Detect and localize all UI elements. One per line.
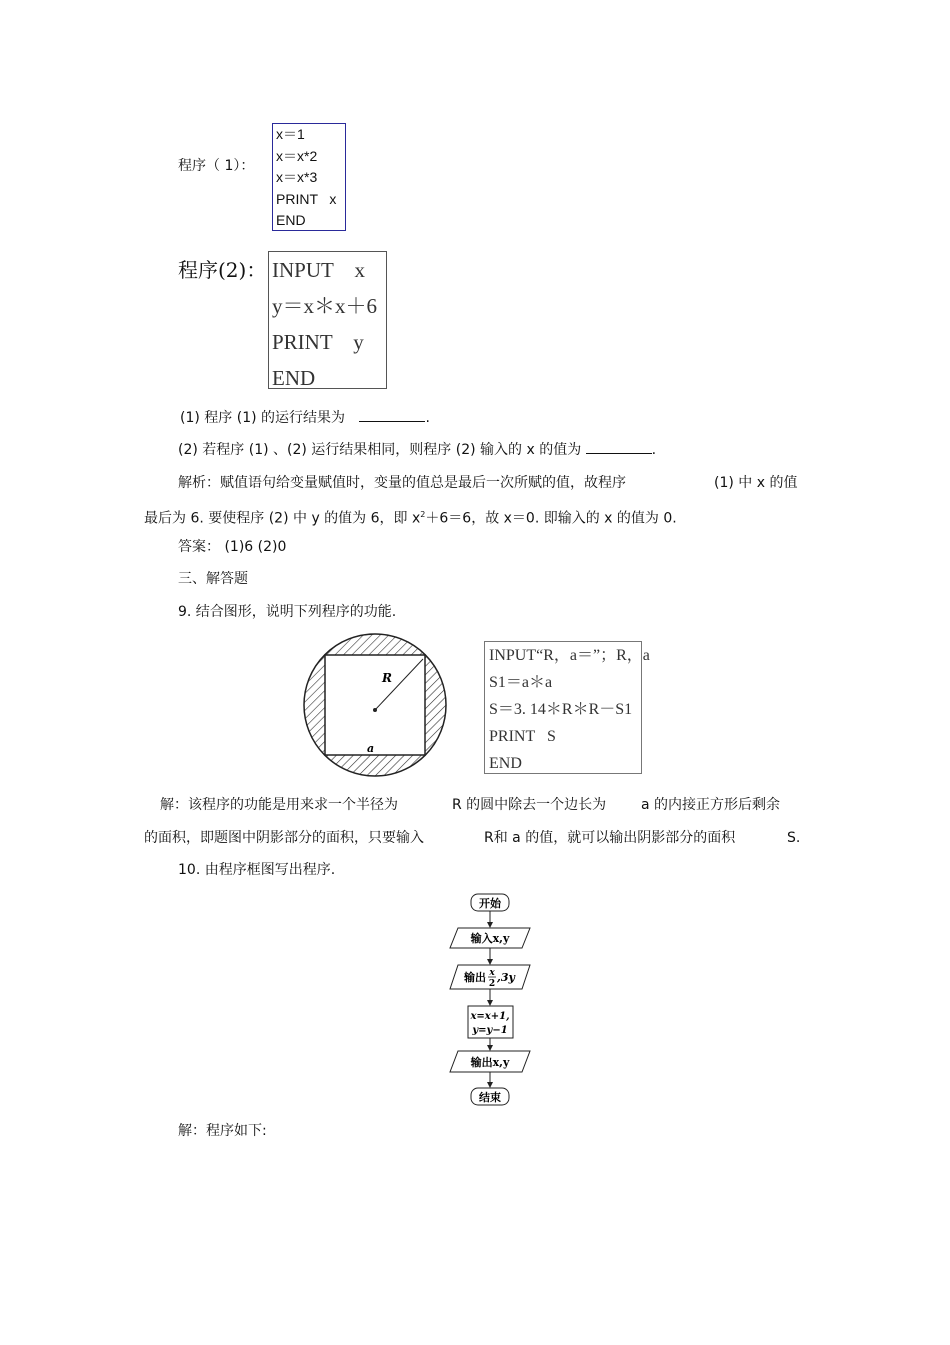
analysis-line-1b: (1) 中 x 的值	[714, 475, 798, 491]
q9-solution-2a: 的面积，即题图中阴影部分的面积，只要输入	[144, 830, 424, 846]
q9-solution-1b: R 的圆中除去一个边长为	[452, 797, 607, 813]
q9-program-line: INPUT“R，a＝”；R，a	[489, 647, 650, 664]
flow-process-line2: y=y−1	[472, 1025, 508, 1036]
program1-code-box	[272, 123, 346, 231]
q9-solution-2c: S.	[787, 830, 801, 846]
q9-program-line: PRINT S	[489, 728, 556, 745]
question-10-title: 10. 由程序框图写出程序.	[178, 862, 336, 878]
question-1: (1) 程序 (1) 的运行结果为 .	[180, 407, 430, 428]
side-label: a	[367, 742, 375, 755]
flow-process-line1: x=x+1,	[470, 1011, 510, 1022]
program2-code-box	[268, 251, 387, 389]
flow-output1-denominator: 2	[488, 979, 496, 989]
flow-output1-numerator: x	[489, 968, 495, 978]
center-point	[373, 708, 377, 712]
q9-program-line: S1＝a＊a	[489, 674, 553, 691]
program1-label: 程序（ 1）：	[178, 158, 255, 174]
q9-solution-1a: 解：该程序的功能是用来求一个半径为	[160, 797, 398, 813]
q9-program-line: END	[489, 755, 522, 772]
program1-line: x＝x*2	[276, 147, 318, 164]
flow-start-label: 开始	[479, 897, 501, 910]
flow-output2-label: 输出x,y	[470, 1056, 510, 1069]
inscribed-square	[325, 655, 425, 755]
circle-square-figure	[300, 630, 452, 782]
answer-blank-2	[586, 439, 652, 454]
analysis-line-1a: 解析：赋值语句给变量赋值时，变量的值总是最后一次所赋的值，故程序	[178, 475, 626, 491]
answer-line: 答案： (1)6 (2)0	[178, 539, 287, 555]
flow-input-label: 输入x,y	[470, 932, 510, 945]
program1-line: x＝1	[276, 126, 305, 142]
program1-line: END	[276, 212, 306, 228]
radius-label: R	[382, 671, 392, 685]
flow-output1-suffix: ,3y	[497, 971, 515, 984]
program2-line: END	[272, 366, 316, 390]
question-2: (2) 若程序 (1) 、(2) 运行结果相同，则程序 (2) 输入的 x 的值为 .	[178, 439, 656, 460]
program1-line: PRINT x	[276, 190, 337, 207]
flow-end-label: 结束	[479, 1091, 501, 1104]
program2-line: y＝x＊x＋6	[272, 294, 377, 318]
q9-solution-1c: a 的内接正方形后剩余	[641, 797, 781, 813]
flow-output1-prefix: 输出	[464, 971, 486, 984]
q9-program-box	[484, 641, 650, 774]
q9-solution-2b: R和 a 的值，就可以输出阴影部分的面积	[484, 830, 736, 846]
program2-line: PRINT y	[272, 330, 364, 354]
program2-line: INPUT x	[272, 258, 365, 282]
answer-blank-1	[359, 407, 425, 422]
question-9-title: 9. 结合图形，说明下列程序的功能.	[178, 604, 397, 620]
program1-line: x＝x*3	[276, 169, 318, 185]
q9-program-line: S＝3. 14＊R＊R－S1	[489, 701, 633, 718]
q10-solution: 解：程序如下:	[178, 1123, 267, 1139]
program2-label: 程序(2)：	[178, 258, 267, 282]
flowchart	[440, 890, 540, 1110]
analysis-line-2: 最后为 6. 要使程序 (2) 中 y 的值为 6，即 $x^2+6=6$，故 x＝0. 即输入的 x 的值为 0.	[144, 510, 677, 527]
section-heading: 三、解答题	[178, 571, 248, 587]
